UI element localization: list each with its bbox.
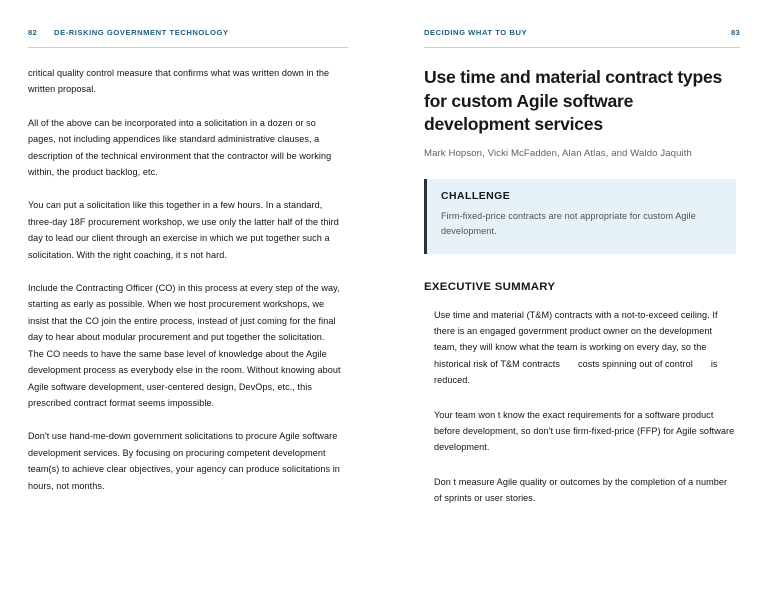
executive-summary-body: [434, 307, 737, 507]
article-title: Use time and material contract types for custom Agile software development services: [424, 67, 723, 134]
page-number-left: 82: [28, 28, 38, 37]
paragraph: critical quality control measure that confirms what was written down in the written proposal.: [28, 68, 330, 95]
paragraph: Don t measure Agile quality or outcomes by the completion of a number of sprints or user stories.: [434, 476, 728, 504]
paragraph: Your team won t know the exact requirements for a software product before development, so don't use firm-fixed-price (FFP) for Agile software development.: [434, 409, 735, 453]
article-byline: Mark Hopson, Vicki McFadden, Alan Atlas, and Waldo Jaquith: [424, 147, 692, 159]
body-column-left: [28, 65, 341, 494]
paragraph: Include the Contracting Officer (CO) in this process at every step of the way, starting as early as possible. When we host procurement workshops, we insist that the CO join the entire process, instead of just coming for the final day to hear about modular procurement and put together the solicitation. The CO needs to have the same base level of knowledge about the Agile development process as everybody else in the room. Without knowing about Agile software development, user-centered design, DevOps, etc., this prescribed contract format seems impossible.: [28, 283, 341, 408]
running-head-title-right: DECIDING WHAT TO BUY: [424, 28, 528, 37]
challenge-callout: [424, 179, 736, 254]
section-heading-executive-summary: EXECUTIVE SUMMARY: [424, 280, 556, 293]
running-head-right: [424, 28, 740, 40]
running-head-title-left: DE-RISKING GOVERNMENT TECHNOLOGY: [54, 28, 229, 37]
paragraph: All of the above can be incorporated into a solicitation in a dozen or so pages, not including appendices like standard administrative clauses, a description of the technical environment that the contractor will be working within, the product backlog, etc.: [28, 117, 332, 178]
paragraph-part: is reduced.: [434, 358, 718, 386]
header-rule-left: [28, 47, 348, 48]
paragraph: Don't use hand-me-down government solicitations to procure Agile software development services. By focusing on procuring competent development team(s) to achieve clear objectives, your agency can produce solicitations in hours, not months.: [28, 431, 340, 491]
paragraph: [434, 307, 737, 389]
paragraph-part: costs spinning out of control: [577, 358, 693, 369]
paragraph-part: Use time and material (T&M) contracts with a not-to-exceed ceiling. If there is an engaged government product owner on the development team, they will know what the team is working on every day, so the historical risk of T&M contracts: [434, 309, 718, 369]
page-number-right: 83: [730, 28, 740, 37]
header-rule-right: [424, 47, 740, 48]
running-head-left: [28, 28, 348, 40]
callout-label: CHALLENGE: [441, 190, 511, 202]
paragraph: You can put a solicitation like this together in a few hours. In a standard, three-day 18F procurement workshop, we use only the latter half of the third day to lead our client through an exercise in which we put together such a solicitation. With the right coaching, it s not hard.: [28, 200, 339, 260]
page-right: [388, 0, 776, 600]
callout-text: Firm-fixed-price contracts are not appropriate for custom Agile development.: [441, 210, 696, 236]
